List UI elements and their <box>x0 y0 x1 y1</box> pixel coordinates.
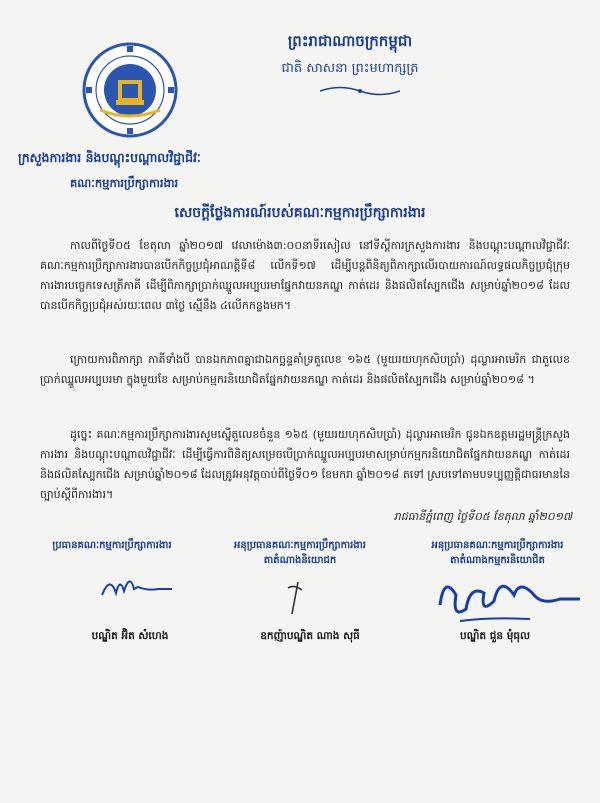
ministry-seal-logo <box>80 40 180 140</box>
signatory-3-name: បណ្ឌិត ជួន មុំធុល <box>459 630 531 642</box>
committee-name: គណៈកម្មការប្រឹក្សាការងារ <box>70 176 179 190</box>
body-paragraph-3: ដូច្នេះ គណៈកម្មការប្រឹក្សាការងារសូមស្នើតួលេខចំនួន ១៦៥ (មួយរយហុកសិបប្រាំ) ដុល្លារអាមេរិក ជូនឯកឧត្តមរដ្ឋមន្ត្រីក្រសួងការងារ និងបណ្តុះបណ្តាលវិជ្ជាជីវៈ ដើម្បីធ្វើការពិនិត្យសម្រេចបើប្រាក់ឈ្នួលអប្បបរមាសម្រាប់កម្មករនិយោជិតផ្នែកវាយនភណ្ឌ កាត់ដេរ និងផលិតស្បែកជើង សម្រាប់ឆ្នាំ២០១៨ ដែលត្រូវអនុវត្តចាប់ពីថ្ងៃទី០១ ខែមករា ឆ្នាំ២០១៨ តទៅ ស្របទៅតាមបទប្បញ្ញត្តិជាធរមាននៃច្បាប់ស្តីពីការងារ។ <box>40 428 570 501</box>
signatory-1-name: បណ្ឌិត អ៊ិត សំហេង <box>91 630 169 642</box>
signatory-2-name: ឧកញ៉ាបណ្ឌិត ណាង សុធី <box>260 630 360 642</box>
ministry-name: ក្រសួងការងារ និងបណ្តុះបណ្តាលវិជ្ជាជីវៈ <box>18 150 201 165</box>
kingdom-heading: ព្រះរាជាណាចក្រកម្ពុជា <box>287 32 413 50</box>
document-title: សេចក្តីថ្លែងការណ៍របស់គណៈកម្មការប្រឹក្សាការងារ <box>174 205 426 221</box>
signatory-1-role: ប្រធានគណៈកម្មការប្រឹក្សាការងារ <box>52 540 172 551</box>
signatory-1-title <box>22 538 202 553</box>
national-motto: ជាតិ សាសនា ព្រះមហាក្សត្រ <box>281 61 419 76</box>
signatory-2-title <box>200 538 400 568</box>
date-line: រាជធានីភ្នំពេញ ថ្ងៃទី០៥ ខែតុលា ឆ្នាំ២០១៧ <box>393 510 572 523</box>
signatory-2-role: អនុប្រធានគណៈកម្មការប្រឹក្សាការងារ <box>234 540 366 551</box>
ornament-divider <box>320 84 400 98</box>
signatory-3-title <box>400 538 595 568</box>
body-paragraph-2: ក្រោយការពិភាក្សា ភាគីទាំងបី បានឯកភាពគ្នាជាឯកច្ឆន្ទគាំទ្រតួលេខ ១៦៥ (មួយរយហុកសិបប្រាំ) ដុល្លារអាមេរិក ជាតួលេខប្រាក់ឈ្នួលអប្បបរមា ក្នុងមួយខែ សម្រាប់កម្មករនិយោជិតផ្នែកវាយនភណ្ឌ កាត់ដេរ និងផលិតស្បែកជើង សម្រាប់ឆ្នាំ២០១៨ ។ <box>40 353 570 386</box>
signatory-3-role: អនុប្រធានគណៈកម្មការប្រឹក្សាការងារ <box>431 540 564 551</box>
body-paragraph-1: កាលពីថ្ងៃទី០៥ ខែតុលា ឆ្នាំ២០១៧ វេលាម៉ោង៣:០០នាទីរសៀល នៅទីស្តីការក្រសួងការងារ និងបណ្តុះបណ្តាលវិជ្ជាជីវៈ គណៈកម្មការប្រឹក្សាការងារបានបើកកិច្ចប្រជុំអាណត្តិទី៨ លើកទី១៧ ដើម្បីបន្តពិនិត្យពិភាក្សាលើរបាយការណ៍លទ្ធផលកិច្ចប្រជុំក្រុមការងារបច្ចេកទេសត្រីភាគី ដើម្បីពិភាក្សាប្រាក់ឈ្នួលអប្បបរមាផ្នែកវាយនភណ្ឌ កាត់ដេរ និងផលិតស្បែកជើង សម្រាប់ឆ្នាំ២០១៨ ដែលបានបើកកិច្ចប្រជុំអស់រយៈពេល ៣ថ្ងៃ ស្មើនឹង ៤លើកកន្លងមក។ <box>40 239 570 312</box>
signature-3 <box>430 565 590 635</box>
signature-1 <box>100 565 180 605</box>
signatory-3-subrole: តាតំណាងកម្មករនិយោជិត <box>450 555 545 566</box>
signature-2 <box>280 578 310 618</box>
signatory-2-subrole: តាតំណាងនិយោជក <box>263 555 337 566</box>
